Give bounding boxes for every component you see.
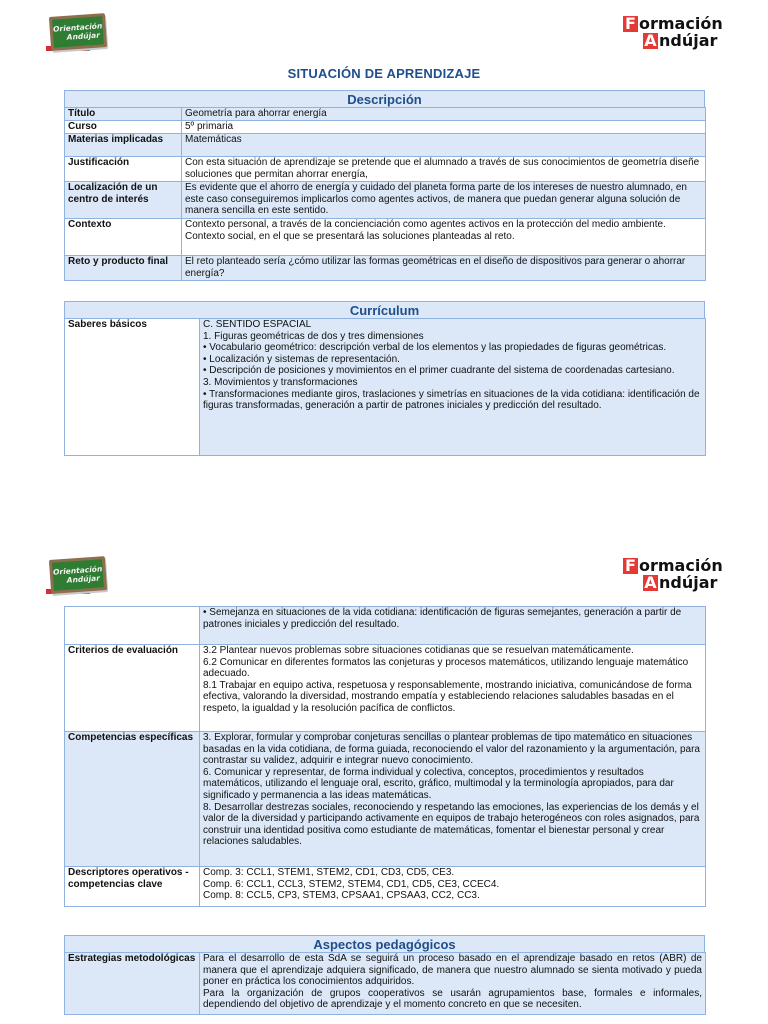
logo-word-1: ormación [639,556,723,575]
row-label: Competencias específicas [65,732,200,867]
table-row [65,319,706,456]
row-label: Título [65,108,182,121]
table-row [65,953,706,1015]
row-label [65,607,200,645]
row-value: • Semejanza en situaciones de la vida cotidiana: identificación de figuras semejantes, generación a partir de patrones iniciales y predicción del resultado. [200,607,706,645]
row-label: Materias implicadas [65,134,182,157]
logo-text-line1: Orientación [52,21,103,34]
table-row [65,256,706,281]
logo-text-line2: Andújar [66,573,101,585]
row-value: Es evidente que el ahorro de energía y cuidado del planeta forma parte de los intereses de nuestro alumnado, en este caso conseguiremos implicarlos como agentes activos, de manera que puedan generar alguna solución de manera sencilla en este sentido. [182,182,706,219]
logo-text-line2: Andújar [66,30,101,42]
orientacion-andujar-logo [49,556,107,594]
row-value: Contexto personal, a través de la concienciación como agentes activos en la protección del medio ambiente. Contexto social, en el que se presentará las soluciones planteadas al reto. [182,219,706,256]
table-row [65,732,706,867]
formacion-andujar-logo [623,557,723,591]
table-row [65,645,706,732]
row-value: Matemáticas [182,134,706,157]
formacion-andujar-logo [623,15,723,49]
row-label: Criterios de evaluación [65,645,200,732]
table-row [65,607,706,645]
row-value: 3.2 Plantear nuevos problemas sobre situaciones cotidianas que se resuelvan matemáticamente. 6.2 Comunicar en diferentes formatos las conjeturas y procesos matemáticos, utilizando lenguaje matemático adecuado. 8.1 Trabajar en equipo activa, respetuosa y responsablemente, mostrando iniciativa, comunicándose de forma efectiva, valorando la diversidad, mostrando empatía y estableciendo relaciones saludables basadas en el respeto, la igualdad y la resolución pacífica de conflictos. [200,645,706,732]
descripcion-table [64,107,706,281]
orientacion-andujar-logo [49,13,107,51]
section-heading-curriculum: Currículum [64,301,705,320]
table-row [65,121,706,134]
row-label: Descriptores operativos - competencias clave [65,867,200,907]
logo-letter-f: F [623,16,638,32]
row-label: Estrategias metodológicas [65,953,200,1015]
table-row [65,134,706,157]
row-value: C. SENTIDO ESPACIAL 1. Figuras geométricas de dos y tres dimensiones • Vocabulario geométrico: descripción verbal de los elementos y las propiedades de figuras geométricas. • Localización y sistemas de representación. • Descripción de posiciones y movimientos en el primer cuadrante del sistema de coordenadas cartesiano. 3. Movimientos y transformaciones • Transformaciones mediante giros, traslaciones y simetrías en situaciones de la vida cotidiana: identificación de figuras transformadas, generación a partir de patrones iniciales y predicción del resultado. [200,319,706,456]
section-heading-descripcion: Descripción [64,90,705,109]
logo-word-2: ndújar [659,31,718,50]
row-value: Comp. 3: CCL1, STEM1, STEM2, CD1, CD3, CD5, CE3. Comp. 6: CCL1, CCL3, STEM2, STEM4, CD1, CD5, CE3, CCEC4. Comp. 8: CCL5, CP3, STEM3, CPSAA1, CPSAA3, CC2, CC3. [200,867,706,907]
row-label: Contexto [65,219,182,256]
row-value: Con esta situación de aprendizaje se pretende que el alumnado a través de sus conocimientos de geometría diseñe soluciones que permitan ahorrar energía, [182,157,706,182]
table-row [65,219,706,256]
logo-word-2: ndújar [659,573,718,592]
logo-text-line1: Orientación [52,564,103,577]
row-value: Geometría para ahorrar energía [182,108,706,121]
row-value: 3. Explorar, formular y comprobar conjeturas sencillas o plantear problemas de tipo matemático en situaciones basadas en la vida cotidiana, de forma guiada, reconociendo el valor del razonamiento y la argumentación, para contrastar su validez, adquirir e integrar nuevo conocimiento. 6. Comunicar y representar, de forma individual y colectiva, conceptos, procedimientos y resultados matemáticos, utilizando el lenguaje oral, escrito, gráfico, multimodal y la terminología apropiados, para dar significado y permanencia a las ideas matemáticas. 8. Desarrollar destrezas sociales, reconociendo y respetando las emociones, las experiencias de los demás y el valor de la diversidad y participando activamente en equipos de trabajo heterogéneos con roles asignados, para construir una identidad positiva como estudiante de matemáticas, fomentar el bienestar personal y crear relaciones saludables. [200,732,706,867]
row-label: Justificación [65,157,182,182]
curriculum-table [64,318,706,456]
table-row [65,182,706,219]
row-value: Para el desarrollo de esta SdA se seguirá un proceso basado en el aprendizaje basado en retos (ABR) de manera que el aprendizaje adquiera significado, de manera que nuestro alumnado se sienta motivado y pueda poner en práctica los conocimientos adquiridos. Para la organización de grupos cooperativos se usarán agrupamientos base, formales e informales, dependiendo del objetivo de aprendizaje y el momento concreto en que se necesiten. [200,953,706,1015]
section-heading-aspectos-pedagogicos: Aspectos pedagógicos [64,935,705,954]
row-value: 5º primaria [182,121,706,134]
logo-letter-a: A [644,30,657,50]
logo-letter-a: A [644,572,657,592]
table-row [65,108,706,121]
curriculum-table-continued [64,606,706,907]
table-row [65,867,706,907]
pedagogicos-table [64,952,706,1015]
logo-word-1: ormación [639,14,723,33]
row-label: Reto y producto final [65,256,182,281]
table-row [65,157,706,182]
page-title: SITUACIÓN DE APRENDIZAJE [287,66,481,81]
logo-letter-f: F [623,558,638,574]
row-label: Localización de un centro de interés [65,182,182,219]
row-label: Curso [65,121,182,134]
row-value: El reto planteado sería ¿cómo utilizar las formas geométricas en el diseño de dispositivos para generar o ahorrar energía? [182,256,706,281]
row-label: Saberes básicos [65,319,200,456]
